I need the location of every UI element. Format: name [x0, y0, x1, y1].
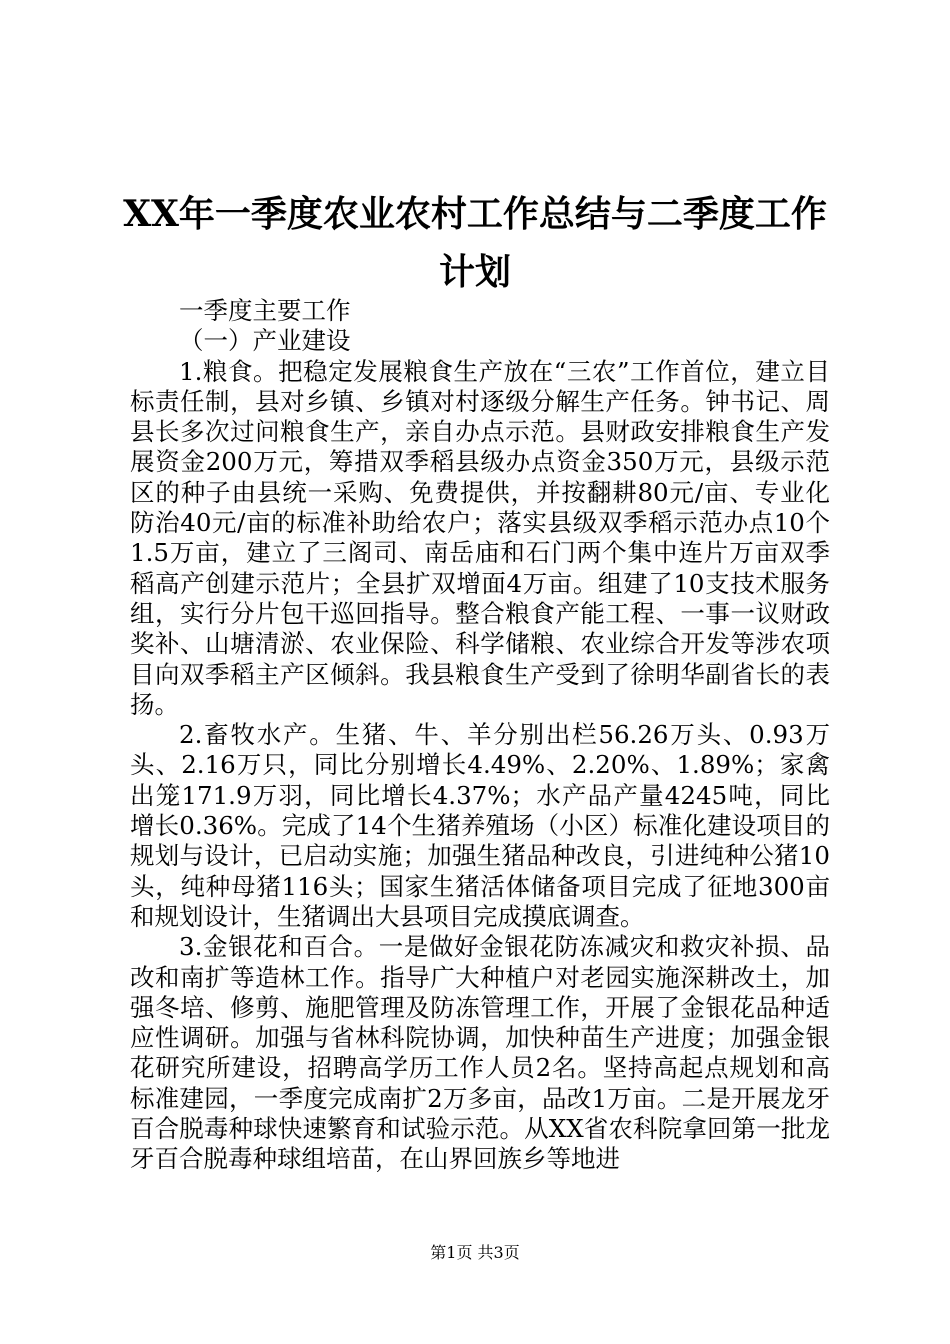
paragraph-honeysuckle-lily: 3.金银花和百合。一是做好金银花防冻减灾和救灾补损、品改和南扩等造林工作。指导广大种植户对老园实施深耕改土，加强冬培、修剪、施肥管理及防冻管理工作，开展了金银花品种适应性调研。加强与省林科院协调，加快种苗生产进度；加强金银花研究所建设，招聘高学历工作人员2名。坚持高起点规划和高标准建园，一季度完成南扩2万多亩，品改1万亩。二是开展龙牙百合脱毒种球快速繁育和试验示范。从XX省农科院拿回第一批龙牙百合脱毒种球组培苗，在山界回族乡等地进 [130, 932, 830, 1174]
paragraph-livestock: 2.畜牧水产。生猪、牛、羊分别出栏56.26万头、0.93万头、2.16万只，同比分别增长4.49%、2.20%、1.89%；家禽出笼171.9万羽，同比增长4.37%；水产品产量4245吨，同比增长0.36%。完成了14个生猪养殖场（小区）标准化建设项目的规划与设计，已启动实施；加强生猪品种改良，引进纯种公猪10头，纯种母猪116头；国家生猪活体储备项目完成了征地300亩和规划设计，生猪调出大县项目完成摸底调查。 [130, 720, 830, 931]
paragraph-grain: 1.粮食。把稳定发展粮食生产放在“三农”工作首位，建立目标责任制，县对乡镇、乡镇对村逐级分解生产任务。钟书记、周县长多次过问粮食生产，亲自办点示范。县财政安排粮食生产发展资金200万元，筹措双季稻县级办点资金350万元，县级示范区的种子由县统一采购、免费提供，并按翻耕80元/亩、专业化防治40元/亩的标准补助给农户；落实县级双季稻示范办点10个1.5万亩，建立了三阁司、南岳庙和石门两个集中连片万亩双季稻高产创建示范片；全县扩双增面4万亩。组建了10支技术服务组，实行分片包干巡回指导。整合粮食产能工程、一事一议财政奖补、山塘清淤、农业保险、科学储粮、农业综合开发等涉农项目向双季稻主产区倾斜。我县粮食生产受到了徐明华副省长的表扬。 [130, 356, 830, 719]
document-title-line-1: XX年一季度农业农村工作总结与二季度工作 [123, 193, 827, 235]
section-heading: 一季度主要工作 [179, 296, 351, 325]
document-title-line-2: 计划 [438, 251, 511, 293]
page-footer: 第1页 共3页 [430, 1243, 520, 1262]
subsection-heading: （一）产业建设 [179, 326, 351, 356]
document-body [130, 296, 830, 1175]
